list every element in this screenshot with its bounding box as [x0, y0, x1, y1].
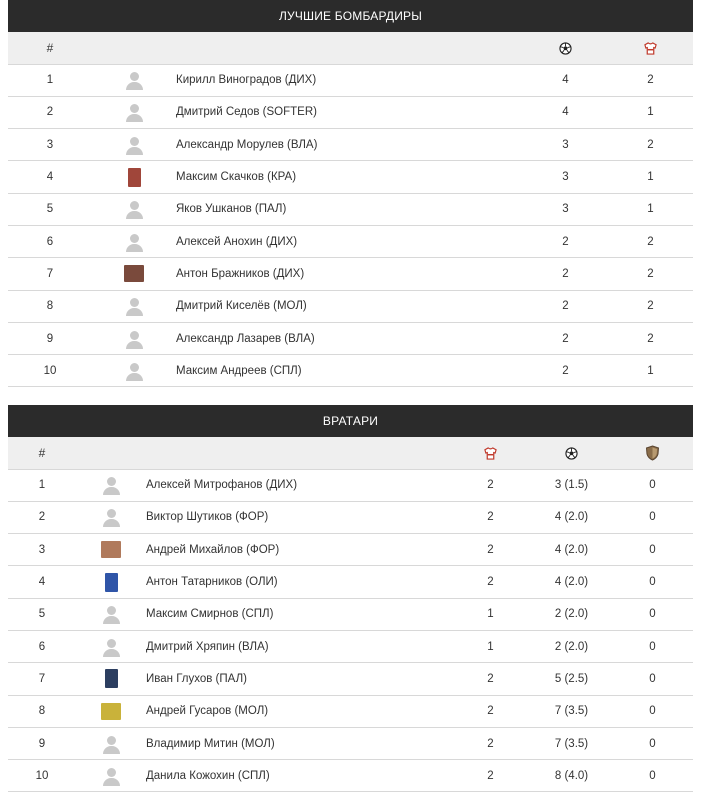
player-name-link[interactable]: Максим Андреев (СПЛ): [176, 364, 302, 377]
avatar[interactable]: [124, 135, 144, 155]
rank-cell: 1: [38, 479, 46, 492]
goals-header: [523, 32, 608, 64]
table-row: [8, 322, 693, 354]
rank-cell: 9: [38, 737, 46, 750]
conceded-cell: 2 (2.0): [554, 640, 589, 653]
conceded-cell: 3 (1.5): [554, 479, 589, 492]
games-cell: 2: [647, 267, 654, 280]
conceded-cell: 5 (2.5): [554, 672, 589, 685]
rank-cell: 3: [38, 543, 46, 556]
games-cell: 2: [487, 511, 494, 524]
games-cell: 1: [487, 640, 494, 653]
rank-cell: 7: [38, 672, 46, 685]
rank-cell: 6: [46, 235, 54, 248]
shutouts-cell: 0: [649, 705, 656, 718]
shutouts-cell: 0: [649, 737, 656, 750]
rank-cell: 6: [38, 640, 46, 653]
avatar[interactable]: [124, 296, 144, 316]
table-row: [8, 598, 693, 630]
conceded-cell: 2 (2.0): [554, 608, 589, 621]
goalkeepers-panel: [8, 405, 693, 792]
games-cell: 2: [487, 672, 494, 685]
conceded-cell: 4 (2.0): [554, 511, 589, 524]
table-header-row: [8, 437, 693, 469]
avatar[interactable]: [101, 475, 121, 495]
avatar[interactable]: [124, 265, 144, 282]
player-name-link[interactable]: Виктор Шутиков (ФОР): [146, 511, 269, 524]
table-row: [8, 129, 693, 161]
games-cell: 1: [647, 203, 654, 216]
conceded-header: [531, 437, 612, 469]
avatar[interactable]: [124, 70, 144, 90]
avatar[interactable]: [101, 734, 121, 754]
avatar[interactable]: [128, 168, 141, 187]
table-row: [8, 534, 693, 566]
conceded-cell: 8 (4.0): [554, 769, 589, 782]
table-row: [8, 469, 693, 501]
conceded-cell: 7 (3.5): [554, 705, 589, 718]
player-name-link[interactable]: Яков Ушканов (ПАЛ): [176, 203, 287, 216]
jersey-icon: [484, 447, 497, 460]
avatar[interactable]: [101, 766, 121, 786]
player-name-link[interactable]: Алексей Митрофанов (ДИХ): [146, 479, 298, 492]
avatar[interactable]: [124, 199, 144, 219]
goals-cell: 2: [562, 332, 569, 345]
table-row: [8, 96, 693, 128]
avatar[interactable]: [124, 102, 144, 122]
avatar[interactable]: [124, 232, 144, 252]
shutouts-cell: 0: [649, 672, 656, 685]
rank-cell: 2: [46, 106, 54, 119]
goals-cell: 2: [562, 300, 569, 313]
avatar[interactable]: [105, 669, 118, 688]
rank-cell: 9: [46, 332, 54, 345]
games-cell: 2: [487, 479, 494, 492]
table-row: [8, 566, 693, 598]
goals-cell: 2: [562, 235, 569, 248]
rank-cell: 4: [38, 576, 46, 589]
conceded-cell: 7 (3.5): [554, 737, 589, 750]
conceded-cell: 4 (2.0): [554, 543, 589, 556]
goals-cell: 4: [562, 106, 569, 119]
rank-cell: 1: [46, 74, 54, 87]
games-cell: 2: [647, 74, 654, 87]
games-cell: 2: [647, 235, 654, 248]
goals-cell: 3: [562, 138, 569, 151]
rank-cell: 3: [46, 138, 54, 151]
shutouts-cell: 0: [649, 479, 656, 492]
avatar[interactable]: [101, 507, 121, 527]
shutouts-cell: 0: [649, 769, 656, 782]
games-cell: 1: [647, 106, 654, 119]
shutouts-cell: 0: [649, 511, 656, 524]
goals-cell: 2: [562, 364, 569, 377]
table-row: [8, 630, 693, 662]
games-cell: 2: [487, 769, 494, 782]
top-scorers-panel: [8, 0, 693, 387]
table-row: [8, 290, 693, 322]
player-name-link[interactable]: Кирилл Виноградов (ДИХ): [176, 74, 317, 87]
table-row: [8, 355, 693, 387]
games-cell: 2: [647, 138, 654, 151]
table-row: [8, 501, 693, 533]
rank-cell: 8: [38, 705, 46, 718]
avatar[interactable]: [101, 637, 121, 657]
shutouts-cell: 0: [649, 576, 656, 589]
games-header: [608, 32, 693, 64]
shutouts-cell: 0: [649, 543, 656, 556]
soccer-ball-icon: [559, 42, 572, 55]
rank-cell: 7: [46, 267, 54, 280]
shutouts-cell: 0: [649, 608, 656, 621]
games-cell: 2: [647, 300, 654, 313]
games-cell: 2: [487, 543, 494, 556]
table-row: [8, 161, 693, 193]
table-row: [8, 258, 693, 290]
avatar[interactable]: [101, 541, 121, 558]
table-row: [8, 225, 693, 257]
player-name-link[interactable]: Антон Бражников (ДИХ): [176, 267, 305, 280]
games-cell: 2: [487, 705, 494, 718]
table-row: [8, 727, 693, 759]
games-cell: 1: [647, 171, 654, 184]
games-cell: 2: [487, 576, 494, 589]
rank-cell: 10: [35, 769, 49, 782]
rank-cell: 5: [38, 608, 46, 621]
goals-cell: 3: [562, 171, 569, 184]
rank-header: #: [46, 40, 54, 55]
avatar[interactable]: [105, 573, 118, 592]
games-cell: 1: [487, 608, 494, 621]
table-row: [8, 760, 693, 792]
rank-cell: 10: [43, 364, 57, 377]
player-name-link[interactable]: Александр Морулев (ВЛА): [176, 138, 318, 151]
rank-cell: 4: [46, 171, 54, 184]
avatar[interactable]: [101, 604, 121, 624]
avatar[interactable]: [124, 361, 144, 381]
top-scorers-table: [8, 32, 693, 387]
rank-cell: 5: [46, 203, 54, 216]
player-name-link[interactable]: Владимир Митин (МОЛ): [146, 737, 275, 750]
player-name-link[interactable]: Андрей Михайлов (ФОР): [146, 543, 280, 556]
player-name-link[interactable]: Алексей Анохин (ДИХ): [176, 235, 298, 248]
table-row: [8, 695, 693, 727]
table-row: [8, 193, 693, 225]
player-name-link[interactable]: Андрей Гусаров (МОЛ): [146, 705, 269, 718]
player-name-link[interactable]: Антон Татарников (ОЛИ): [146, 576, 278, 589]
games-cell: 1: [647, 364, 654, 377]
goals-cell: 4: [562, 74, 569, 87]
player-name-link[interactable]: Иван Глухов (ПАЛ): [146, 672, 247, 685]
player-name-link[interactable]: Александр Лазарев (ВЛА): [176, 332, 315, 345]
player-name-link[interactable]: Дмитрий Хряпин (ВЛА): [146, 640, 269, 653]
table-row: [8, 663, 693, 695]
avatar[interactable]: [101, 703, 121, 720]
goalkeepers-title: ВРАТАРИ: [8, 405, 693, 437]
conceded-cell: 4 (2.0): [554, 576, 589, 589]
goals-cell: 3: [562, 203, 569, 216]
player-name-link[interactable]: Максим Скачков (КРА): [176, 171, 297, 184]
player-name-link[interactable]: Дмитрий Киселёв (МОЛ): [176, 300, 307, 313]
table-header-row: [8, 32, 693, 64]
shield-icon: [645, 445, 660, 461]
rank-cell: 8: [46, 300, 54, 313]
avatar[interactable]: [124, 329, 144, 349]
player-name-link[interactable]: Данила Кожохин (СПЛ): [146, 769, 270, 782]
goalkeepers-table: [8, 437, 693, 792]
player-name-link[interactable]: Максим Смирнов (СПЛ): [146, 608, 274, 621]
shutouts-cell: 0: [649, 640, 656, 653]
rank-cell: 2: [38, 511, 46, 524]
games-cell: 2: [487, 737, 494, 750]
top-scorers-title: ЛУЧШИЕ БОМБАРДИРЫ: [8, 0, 693, 32]
shutouts-header: [612, 437, 693, 469]
games-cell: 2: [647, 332, 654, 345]
jersey-icon: [644, 42, 657, 55]
rank-header: #: [38, 445, 46, 460]
player-name-link[interactable]: Дмитрий Седов (SOFTER): [176, 106, 317, 119]
soccer-ball-icon: [565, 447, 578, 460]
table-row: [8, 64, 693, 96]
goals-cell: 2: [562, 267, 569, 280]
games-header: [450, 437, 531, 469]
